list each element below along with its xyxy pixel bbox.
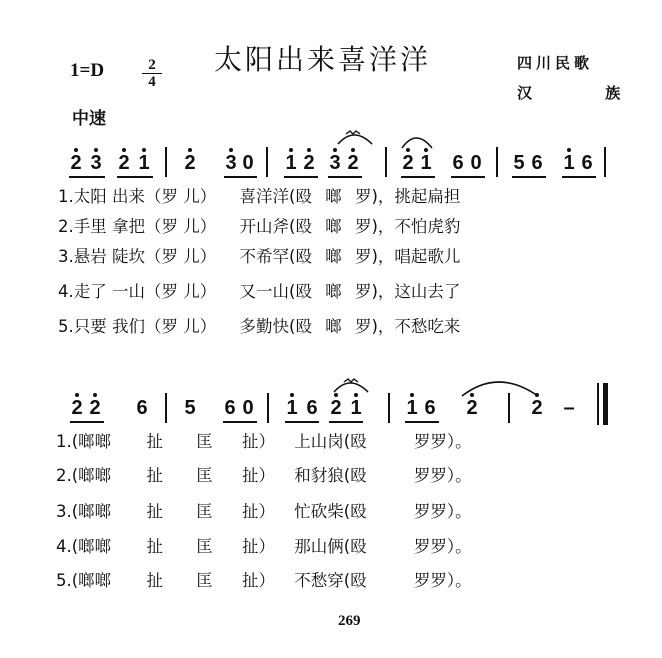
- bar-line: [496, 147, 498, 177]
- note: 2: [465, 398, 479, 418]
- lyric-line-4: 4.走了 一山（罗 儿） 又一山(殴 啷 罗)，这山去了: [58, 282, 461, 301]
- note: 1: [419, 153, 433, 173]
- beam: [285, 421, 319, 423]
- song-title: 太阳出来喜洋洋: [214, 43, 432, 76]
- note: 3: [328, 153, 342, 173]
- lyric-line-2: 2.(啷啷 扯 匡 扯） 和豺狼(殴 罗罗）。: [56, 466, 472, 485]
- beam: [562, 176, 596, 178]
- note: 2: [302, 153, 316, 173]
- note: 6: [306, 397, 318, 419]
- tempo-marking: 中速: [72, 109, 106, 129]
- bar-line: [165, 393, 167, 423]
- note: 0: [470, 152, 482, 174]
- beam: [512, 176, 546, 178]
- lyric-line-1: 1.(啷啷 扯 匡 扯） 上山岗(殴 罗罗）。: [56, 432, 472, 451]
- lyric-line-3: 3.(啷啷 扯 匡 扯） 忙砍柴(殴 罗罗）。: [56, 502, 472, 521]
- beam: [401, 176, 435, 178]
- lyric-line-1: 1.太阳 出来（罗 儿） 喜洋洋(殴 啷 罗)，挑起扁担: [58, 187, 461, 206]
- note: 2: [401, 153, 415, 173]
- origin-line-1: 四川民歌: [517, 54, 594, 72]
- bar-line: [267, 393, 269, 423]
- note: 1: [137, 153, 151, 173]
- note: 2: [88, 398, 102, 418]
- note: 3: [89, 153, 103, 173]
- note: 2: [117, 153, 131, 173]
- meter-top: 2: [148, 57, 156, 73]
- lyric-line-4: 4.(啷啷 扯 匡 扯） 那山俩(殴 罗罗）。: [56, 537, 472, 556]
- note: 6: [531, 152, 543, 174]
- note: 2: [329, 398, 343, 418]
- note: 0: [242, 152, 254, 174]
- lyric-line-5: 5.(啷啷 扯 匡 扯） 不愁穿(殴 罗罗）。: [56, 571, 472, 590]
- final-bar-thick: [603, 383, 608, 425]
- bar-line: [604, 147, 606, 177]
- note: 2: [346, 153, 360, 173]
- note: 1: [405, 398, 419, 418]
- note: 2: [70, 398, 84, 418]
- key-signature: 1=D: [70, 60, 105, 81]
- note: 6: [224, 397, 236, 419]
- note: 1: [562, 153, 576, 173]
- note: 6: [424, 397, 436, 419]
- origin-line-2: 汉 族: [517, 84, 655, 102]
- beam: [284, 176, 318, 178]
- beam: [69, 176, 105, 178]
- note: 1: [349, 398, 363, 418]
- beam: [451, 176, 485, 178]
- page-number: 269: [338, 613, 361, 629]
- bar-line: [266, 147, 268, 177]
- beam: [70, 421, 104, 423]
- beam: [329, 421, 363, 423]
- note: 5: [513, 152, 525, 174]
- slur-marks: [320, 122, 440, 156]
- note: –: [563, 397, 575, 419]
- note: 0: [242, 397, 254, 419]
- note: 5: [184, 397, 196, 419]
- lyric-line-5: 5.只要 我们（罗 儿） 多勤快(殴 啷 罗)，不愁吃来: [58, 317, 461, 336]
- lyric-line-2: 2.手里 拿把（罗 儿） 开山斧(殴 啷 罗)，不怕虎豹: [58, 217, 461, 236]
- note: 2: [69, 153, 83, 173]
- beam: [328, 176, 362, 178]
- time-signature: [142, 58, 162, 89]
- meter-bottom: 4: [148, 74, 156, 90]
- bar-line: [165, 147, 167, 177]
- note: 2: [183, 153, 197, 173]
- note: 3: [224, 153, 238, 173]
- note: 6: [452, 152, 464, 174]
- final-bar-thin: [597, 383, 599, 425]
- note: 1: [284, 153, 298, 173]
- beam: [405, 421, 439, 423]
- slur-marks: [320, 362, 560, 402]
- note: 6: [581, 152, 593, 174]
- note: 6: [136, 397, 148, 419]
- beam: [117, 176, 153, 178]
- beam: [224, 176, 257, 178]
- note: 2: [530, 398, 544, 418]
- note: 1: [285, 398, 299, 418]
- lyric-line-3: 3.悬岩 陡坎（罗 儿） 不希罕(殴 啷 罗)，唱起歌儿: [58, 247, 461, 266]
- beam: [223, 421, 257, 423]
